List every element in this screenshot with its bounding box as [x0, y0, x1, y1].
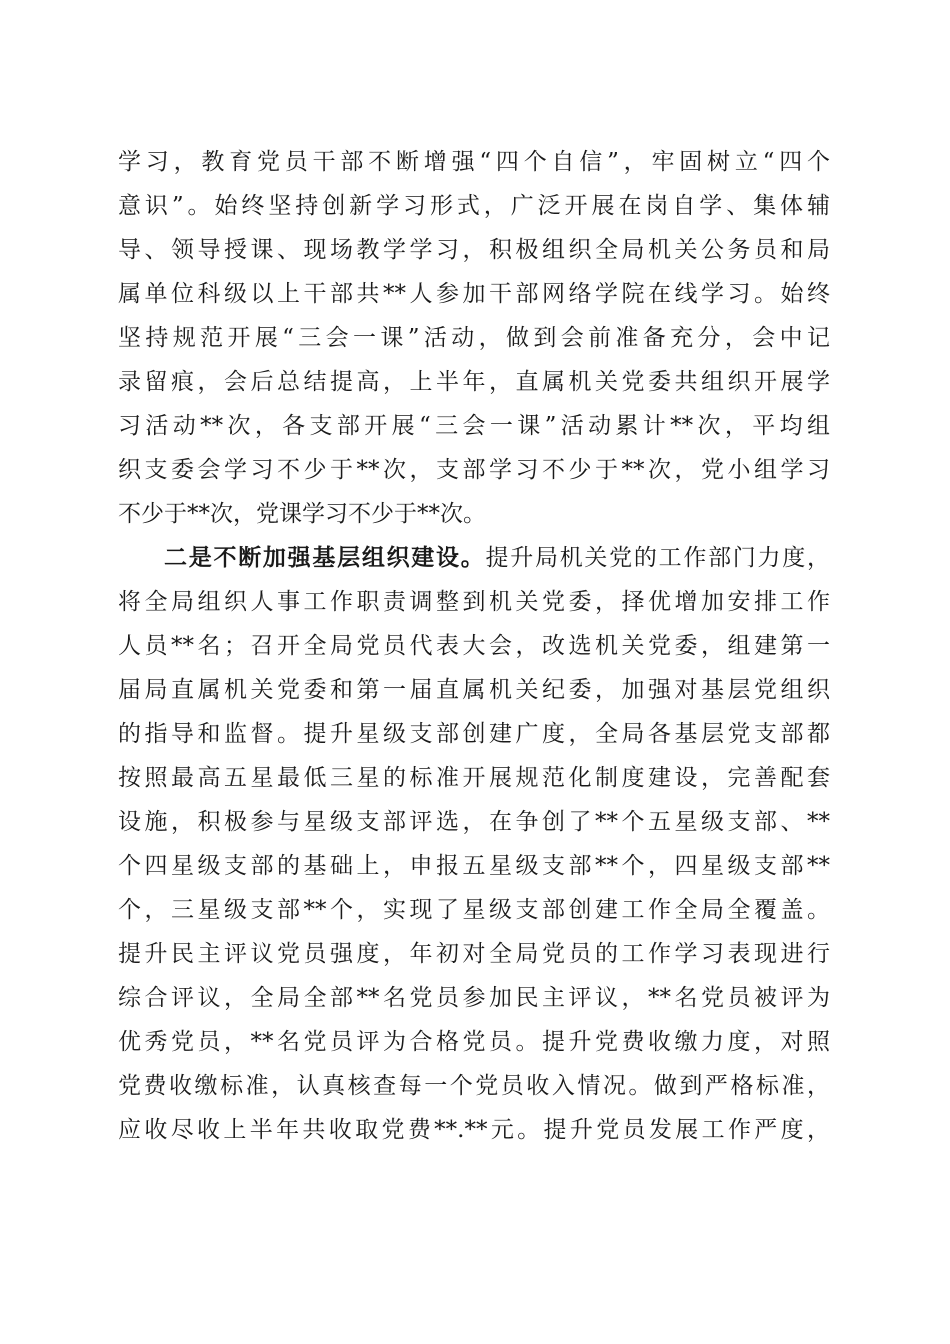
text-line: 设施，积极参与星级支部评选，在争创了**个五星级支部、** [118, 809, 830, 835]
text-line: 录留痕，会后总结提高，上半年，直属机关党委共组织开展学 [118, 369, 830, 395]
text-line: 优秀党员，**名党员评为合格党员。提升党费收缴力度，对照 [118, 1029, 830, 1055]
text-line: 习活动**次，各支部开展“三会一课”活动累计**次，平均组 [118, 413, 830, 439]
text-line: 应收尽收上半年共收取党费**.**元。提升党员发展工作严度， [118, 1117, 830, 1143]
text-line: 按照最高五星最低三星的标准开展规范化制度建设，完善配套 [118, 765, 830, 791]
text-line-first [118, 536, 830, 580]
text-line: 学习，教育党员干部不断增强“四个自信”，牢固树立“四个 [118, 149, 830, 175]
text-line: 坚持规范开展“三会一课”活动，做到会前准备充分，会中记 [118, 325, 830, 351]
text-line: 综合评议，全局全部**名党员参加民主评议，**名党员被评为 [118, 985, 830, 1011]
document-body [118, 140, 830, 1152]
text-line: 个四星级支部的基础上，申报五星级支部**个，四星级支部** [118, 853, 830, 879]
text-line: 意识”。始终坚持创新学习形式，广泛开展在岗自学、集体辅 [118, 193, 830, 219]
text-line: 人员**名；召开全局党员代表大会，改选机关党委，组建第一 [118, 633, 830, 659]
paragraph-heading: 二是不断加强基层组织建设。 [164, 544, 486, 571]
text-line: 个，三星级支部**个，实现了星级支部创建工作全局全覆盖。 [118, 897, 830, 923]
text-line: 党费收缴标准，认真核查每一个党员收入情况。做到严格标准， [118, 1073, 830, 1099]
text-line: 提升民主评议党员强度，年初对全局党员的工作学习表现进行 [118, 941, 830, 967]
text-line: 属单位科级以上干部共**人参加干部网络学院在线学习。始终 [118, 281, 830, 307]
text-line: 的指导和监督。提升星级支部创建广度，全局各基层党支部都 [118, 721, 830, 747]
text-line: 织支委会学习不少于**次，支部学习不少于**次，党小组学习 [118, 457, 830, 483]
paragraph-organization [118, 536, 830, 1152]
text-line: 届局直属机关党委和第一届直属机关纪委，加强对基层党组织 [118, 677, 830, 703]
paragraph-study [118, 140, 830, 536]
text-line: 将全局组织人事工作职责调整到机关党委，择优增加安排工作 [118, 589, 830, 615]
heading-continuation: 提升局机关党的工作部门力度， [485, 545, 831, 571]
text-line: 导、领导授课、现场教学学习，积极组织全局机关公务员和局 [118, 237, 830, 263]
text-line: 不少于**次，党课学习不少于**次。 [118, 501, 486, 527]
